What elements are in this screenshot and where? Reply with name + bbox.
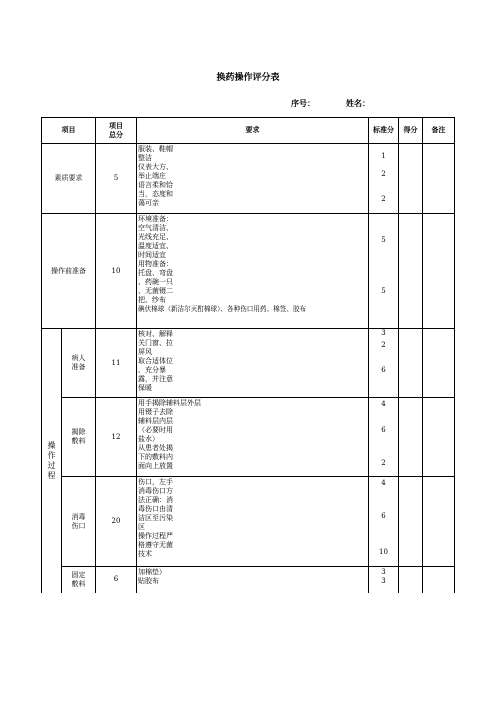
header-item: 项目	[42, 118, 96, 144]
standard-score-cell: 1 2 2	[369, 144, 399, 214]
requirement-cell: 用手揭除辅料层外层 用镊子去除 辅料层内层 （必要时用 盐水） 从患者处揭 下的敷料内 面向上放置	[137, 398, 369, 477]
page-title: 换药操作评分表	[216, 73, 280, 83]
standard-score-cell: 4 6 10	[369, 477, 399, 567]
standard-score-cell: 4 6 2	[369, 398, 399, 477]
sub-item-name: 揭除敷料	[62, 398, 96, 477]
score-cell[interactable]	[399, 214, 423, 329]
score-cell[interactable]	[399, 477, 423, 567]
score-cell[interactable]	[399, 567, 423, 593]
header-score: 得分	[399, 118, 423, 144]
item-name: 操作前准备	[42, 214, 96, 329]
requirement-cell: 核对、解释 关门窗、拉 屏风 取合适体位 、充分暴 露，并注意 保暖	[137, 329, 369, 398]
item-total: 12	[96, 398, 137, 477]
standard-score-cell: 3 2 6	[369, 329, 399, 398]
table-row-patient	[42, 329, 455, 398]
item-total: 5	[96, 144, 137, 214]
header-remarks: 备注	[423, 118, 455, 144]
process-label: 操作过程	[42, 329, 62, 593]
header-total: 项目 总分	[96, 118, 137, 144]
item-total: 6	[96, 567, 137, 593]
header-standard-score: 标准分	[369, 118, 399, 144]
remarks-cell[interactable]	[423, 567, 455, 593]
scoring-table	[41, 117, 455, 593]
requirement-cell: 环境准备： 空气清洁、 光线充足、 温度适宜、 时间适宜 用物准备： 托盘、弯盘 、药碗一只 、无菌镊二 把、纱布 碘伏棉球（新洁尔灭酊棉球）、各种伤口用药、棉签、胶布	[137, 214, 369, 329]
remarks-cell[interactable]	[423, 144, 455, 214]
table-row-quality	[42, 144, 455, 214]
item-total: 20	[96, 477, 137, 567]
standard-score-cell: 3 3	[369, 567, 399, 593]
header-row	[42, 118, 455, 144]
serial-label: 序号：	[291, 99, 315, 108]
score-cell[interactable]	[399, 398, 423, 477]
table-row-disinfect	[42, 477, 455, 567]
remarks-cell[interactable]	[423, 477, 455, 567]
requirement-cell: 加棉垫） 贴胶布	[137, 567, 369, 593]
table-row-prep	[42, 214, 455, 329]
score-cell[interactable]	[399, 329, 423, 398]
requirement-cell: 服装、鞋帽 整洁 仪表大方、 举止端庄 语言柔和恰 当，态度和 蔼可亲	[137, 144, 369, 214]
item-name: 素质要求	[42, 144, 96, 214]
remarks-cell[interactable]	[423, 214, 455, 329]
remarks-cell[interactable]	[423, 398, 455, 477]
item-total: 11	[96, 329, 137, 398]
sub-item-name: 消毒伤口	[62, 477, 96, 567]
score-cell[interactable]	[399, 144, 423, 214]
header-requirement: 要求	[137, 118, 369, 144]
remarks-cell[interactable]	[423, 329, 455, 398]
sub-item-name: 病人准备	[62, 329, 96, 398]
item-total: 10	[96, 214, 137, 329]
requirement-cell: 伤口，左手 消毒伤口方 法正确：消 毒伤口由清 洁区至污染 区 操作过程严 格遵守无菌 技术	[137, 477, 369, 567]
table-row-remove	[42, 398, 455, 477]
standard-score-cell: 5 5	[369, 214, 399, 329]
sub-item-name: 固定敷料	[62, 567, 96, 593]
table-row-fix	[42, 567, 455, 593]
name-label: 姓名：	[346, 99, 370, 108]
